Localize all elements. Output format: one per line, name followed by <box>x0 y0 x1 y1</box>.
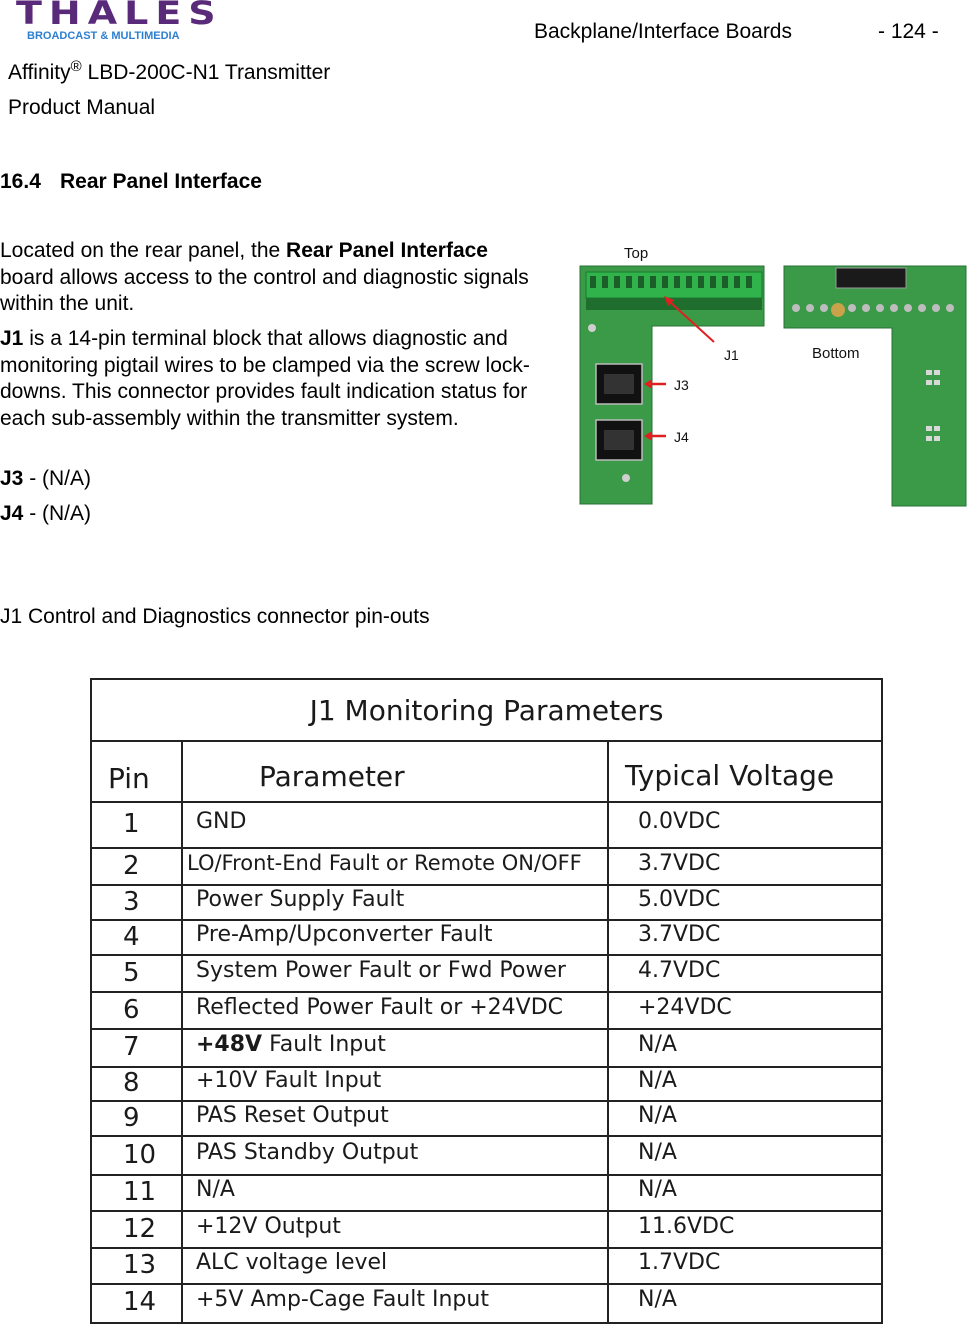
logo-wordmark: THALES <box>16 0 223 32</box>
parameter-name: PAS Standby Output <box>196 1139 419 1165</box>
j1-text: is a 14-pin terminal block that allows diagnostic and monitoring pigtail wires to be clamped via the screw lock-downs. This connector provides fault indication status for each sub-assembly within the transmitter system. <box>0 327 530 430</box>
j1-description <box>0 326 545 432</box>
j1-monitoring-table <box>90 678 883 1324</box>
photo-label-j1: J1 <box>724 347 739 363</box>
row-divider <box>92 1066 881 1068</box>
parameter-name <box>196 1032 386 1057</box>
row-divider <box>92 1210 881 1212</box>
j1-label: J1 <box>0 327 24 350</box>
section-number: 16.4 <box>0 170 41 193</box>
thales-logo <box>8 0 238 44</box>
j3-text: - (N/A) <box>23 467 92 490</box>
header-parameter: Parameter <box>259 760 405 793</box>
j4-description <box>0 501 91 528</box>
j4-label: J4 <box>0 502 24 525</box>
pin-number: 13 <box>123 1250 157 1280</box>
pin-number: 3 <box>123 886 140 917</box>
parameter-name: Power Supply Fault <box>196 886 405 912</box>
typical-voltage: 3.7VDC <box>638 921 721 947</box>
parameter-name: Pre-Amp/Upconverter Fault <box>196 921 493 947</box>
row-divider <box>92 847 881 849</box>
row-divider <box>92 1100 881 1102</box>
parameter-rest: Fault Input <box>262 1032 386 1057</box>
parameter-name: +12V Output <box>196 1213 341 1239</box>
typical-voltage: N/A <box>638 1102 677 1128</box>
typical-voltage: 11.6VDC <box>638 1213 735 1239</box>
typical-voltage: 0.0VDC <box>638 809 721 834</box>
running-header-section: Backplane/Interface Boards <box>534 20 792 43</box>
board-photo <box>574 238 968 518</box>
photo-label-j4: J4 <box>674 429 689 445</box>
pin-number: 4 <box>123 921 140 952</box>
row-divider <box>92 919 881 921</box>
photo-label-top: Top <box>624 245 649 262</box>
pin-number: 11 <box>123 1177 157 1207</box>
header-pin: Pin <box>108 762 150 795</box>
row-divider <box>92 801 881 803</box>
top-board <box>580 266 764 504</box>
registered-mark: ® <box>70 58 82 75</box>
typical-voltage: 5.0VDC <box>638 886 721 912</box>
pin-number: 12 <box>123 1213 157 1244</box>
parameter-bold-part: +48V <box>196 1032 263 1057</box>
pin-number: 5 <box>123 957 140 988</box>
j3-description <box>0 466 91 493</box>
typical-voltage: N/A <box>638 1287 677 1312</box>
typical-voltage: 1.7VDC <box>638 1250 721 1275</box>
row-divider <box>92 884 881 886</box>
parameter-name: +5V Amp-Cage Fault Input <box>196 1287 489 1312</box>
pin-number: 2 <box>123 850 140 881</box>
photo-label-j3: J3 <box>674 377 689 393</box>
intro-paragraph <box>0 238 545 318</box>
row-divider <box>92 1174 881 1176</box>
intro-bold-term: Rear Panel Interface <box>286 239 488 262</box>
intro-text-end: board allows access to the control and diagnostic signals within the unit. <box>0 265 529 315</box>
bottom-board <box>784 266 966 506</box>
typical-voltage: N/A <box>638 1139 677 1165</box>
typical-voltage: N/A <box>638 1068 677 1093</box>
product-name <box>8 58 330 85</box>
row-divider <box>92 954 881 956</box>
page-number: - 124 - <box>878 20 939 43</box>
pin-number: 10 <box>123 1139 157 1170</box>
parameter-name: Reflected Power Fault or +24VDC <box>196 994 564 1020</box>
parameter-name: N/A <box>196 1177 235 1202</box>
pin-number: 1 <box>123 809 140 839</box>
parameter-name: +10V Fault Input <box>196 1068 382 1093</box>
column-divider <box>181 742 183 1322</box>
pin-number: 7 <box>123 1032 140 1062</box>
pin-number: 9 <box>123 1102 140 1133</box>
product-name-prefix: Affinity <box>8 61 71 84</box>
product-manual-label: Product Manual <box>8 96 156 119</box>
logo-subtitle: BROADCAST & MULTIMEDIA <box>27 30 180 42</box>
pin-number: 6 <box>123 994 140 1025</box>
table-title: J1 Monitoring Parameters <box>92 680 881 742</box>
row-divider <box>92 1283 881 1285</box>
row-divider <box>92 1028 881 1030</box>
section-title: Rear Panel Interface <box>60 170 262 193</box>
typical-voltage: +24VDC <box>638 994 732 1020</box>
intro-text: Located on the rear panel, the <box>0 239 287 262</box>
photo-label-bottom: Bottom <box>812 345 860 362</box>
j4-text: - (N/A) <box>23 502 92 525</box>
pin-number: 8 <box>123 1068 140 1098</box>
parameter-name: LO/Front-End Fault or Remote ON/OFF <box>187 850 582 875</box>
row-divider <box>92 1135 881 1137</box>
product-name-suffix: LBD-200C-N1 Transmitter <box>81 61 331 84</box>
typical-voltage: 3.7VDC <box>638 850 721 876</box>
row-divider <box>92 1247 881 1249</box>
parameter-name: GND <box>196 809 247 834</box>
table-caption: J1 Control and Diagnostics connector pin-outs <box>0 605 430 628</box>
parameter-name: ALC voltage level <box>196 1250 388 1275</box>
parameter-name: PAS Reset Output <box>196 1102 389 1128</box>
typical-voltage: N/A <box>638 1032 677 1057</box>
parameter-name: System Power Fault or Fwd Power <box>196 957 566 983</box>
typical-voltage: 4.7VDC <box>638 957 721 983</box>
header-voltage: Typical Voltage <box>625 759 835 792</box>
row-divider <box>92 991 881 993</box>
typical-voltage: N/A <box>638 1177 677 1202</box>
j3-label: J3 <box>0 467 24 490</box>
column-divider <box>607 742 609 1322</box>
pin-number: 14 <box>123 1287 157 1317</box>
